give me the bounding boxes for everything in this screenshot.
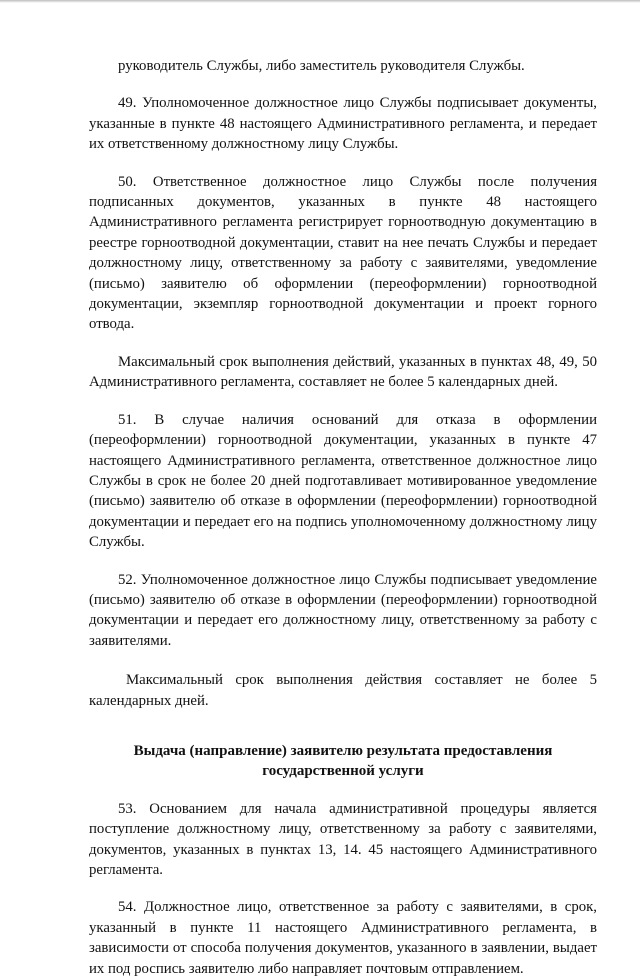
scan-edge xyxy=(0,0,640,3)
document-page xyxy=(89,56,597,979)
section-heading-line-2: государственной услуги xyxy=(262,763,424,780)
paragraph-52: 52. Уполномоченное должностное лицо Службы подписывает уведомление (письмо) заявителю об отказе в оформлении (переоформлении) горноотводной документации и передает его должностному лицу, ответственному за работу с заявителями. xyxy=(89,571,597,649)
paragraph-max-term-action: Максимальный срок выполнения действия составляет не более 5 календарных дней. xyxy=(89,672,597,709)
paragraph-50: 50. Ответственное должностное лицо Службы после получения подписанных документов, указанных в пункте 48 настоящего Административного регламента регистрирует горноотводную документацию в реестре горноотводной документации, ставит на нее печать Службы и передает должностному лицу, ответственному за работу с заявителями, уведомление (письмо) заявителю об оформлении (переоформлении) горноотводной документации, экземпляр горноотводной документации и проект горного отвода. xyxy=(89,173,597,333)
section-heading xyxy=(89,741,597,782)
paragraph-continuation: руководитель Службы, либо заместитель руководителя Службы. xyxy=(118,58,525,74)
paragraph-49: 49. Уполномоченное должностное лицо Службы подписывает документы, указанные в пункте 48 настоящего Административного регламента, и передает их ответственному должностному лицу Службы. xyxy=(89,95,597,153)
paragraph-54: 54. Должностное лицо, ответственное за работу с заявителями, в срок, указанный в пункте 11 настоящего Административного регламента, в зависимости от способа получения документов, указанного в заявлении, выдает их под роспись заявителю либо направляет почтовым отправлением. xyxy=(89,899,597,977)
paragraph-53: 53. Основанием для начала административной процедуры является поступление должностному лицу, ответственному за работу с заявителями, документов, указанных в пунктах 13, 14. 45 настоящего Административного регламента. xyxy=(89,800,597,878)
paragraph-51: 51. В случае наличия оснований для отказа в оформлении (переоформлении) горноотводной документации, указанных в пункте 47 настоящего Административного регламента, ответственное должностное лицо Службы в срок не более 20 дней подготавливает мотивированное уведомление (письмо) заявителю об отказе в оформлении (переоформлении) горноотводной документации и передает его на подпись уполномоченному должностному лицу Службы. xyxy=(89,411,597,551)
section-heading-line-1: Выдача (направление) заявителю результата предоставления xyxy=(133,742,553,759)
paragraph-max-term-48-50: Максимальный срок выполнения действий, указанных в пунктах 48, 49, 50 Административного регламента, составляет не более 5 календарных дней. xyxy=(89,353,597,391)
